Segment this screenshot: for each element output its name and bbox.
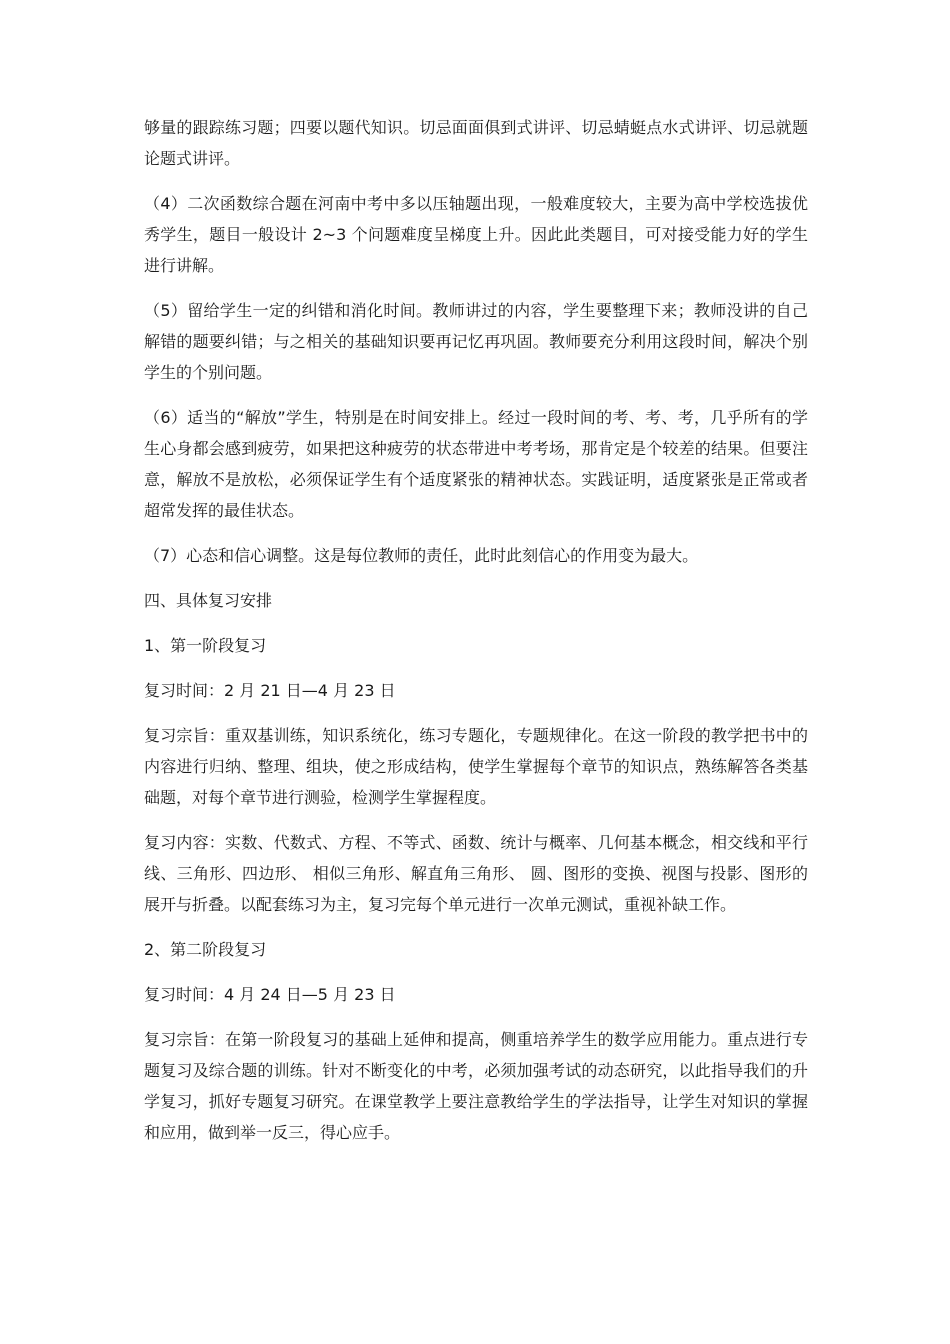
paragraph-tracking-exercises: 够量的跟踪练习题；四要以题代知识。切忌面面俱到式讲评、切忌蜻蜓点水式讲评、切忌就题论题式讲评。: [144, 118, 808, 168]
stage-one-purpose: 复习宗旨：重双基训练，知识系统化，练习专题化，专题规律化。在这一阶段的教学把书中的内容进行归纳、整理、组块，使之形成结构，使学生掌握每个章节的知识点，熟练解答各类基础题，对每个章节进行测验，检测学生掌握程度。: [144, 726, 808, 807]
document-body: [144, 112, 808, 1162]
subheading-stage-one: 1、第一阶段复习: [144, 636, 267, 655]
stage-one-time: 复习时间：2 月 21 日—4 月 23 日: [144, 681, 396, 700]
stage-one-content: 复习内容：实数、代数式、方程、不等式、函数、统计与概率、几何基本概念，相交线和平行线、三角形、四边形、 相似三角形、解直角三角形、 圆、图形的变换、视图与投影、图形的展开与折叠。以配套练习为主，复习完每个单元进行一次单元测试，重视补缺工作。: [144, 833, 808, 914]
paragraph-item-7: （7）心态和信心调整。这是每位教师的责任，此时此刻信心的作用变为最大。: [144, 546, 699, 565]
stage-two-time: 复习时间：4 月 24 日—5 月 23 日: [144, 985, 396, 1004]
paragraph-item-6: （6）适当的“解放”学生，特别是在时间安排上。经过一段时间的考、考、考，几乎所有的学生心身都会感到疲劳，如果把这种疲劳的状态带进中考考场，那肯定是个较差的结果。但要注意，解放不是放松，必须保证学生有个适度紧张的精神状态。实践证明，适度紧张是正常或者超常发挥的最佳状态。: [144, 408, 808, 520]
section-heading-four: 四、具体复习安排: [144, 591, 273, 610]
stage-two-purpose: 复习宗旨：在第一阶段复习的基础上延伸和提高，侧重培养学生的数学应用能力。重点进行专题复习及综合题的训练。针对不断变化的中考，必须加强考试的动态研究，以此指导我们的升学复习，抓好专题复习研究。在课堂教学上要注意教给学生的学法指导，让学生对知识的掌握和应用，做到举一反三，得心应手。: [144, 1030, 808, 1142]
subheading-stage-two: 2、第二阶段复习: [144, 940, 267, 959]
paragraph-item-4: （4）二次函数综合题在河南中考中多以压轴题出现，一般难度较大，主要为高中学校选拔优秀学生，题目一般设计 2~3 个问题难度呈梯度上升。因此此类题目，可对接受能力好的学生进行讲解。: [144, 194, 808, 275]
paragraph-item-5: （5）留给学生一定的纠错和消化时间。教师讲过的内容，学生要整理下来；教师没讲的自己解错的题要纠错；与之相关的基础知识要再记忆再巩固。教师要充分利用这段时间，解决个别学生的个别问题。: [144, 301, 808, 382]
